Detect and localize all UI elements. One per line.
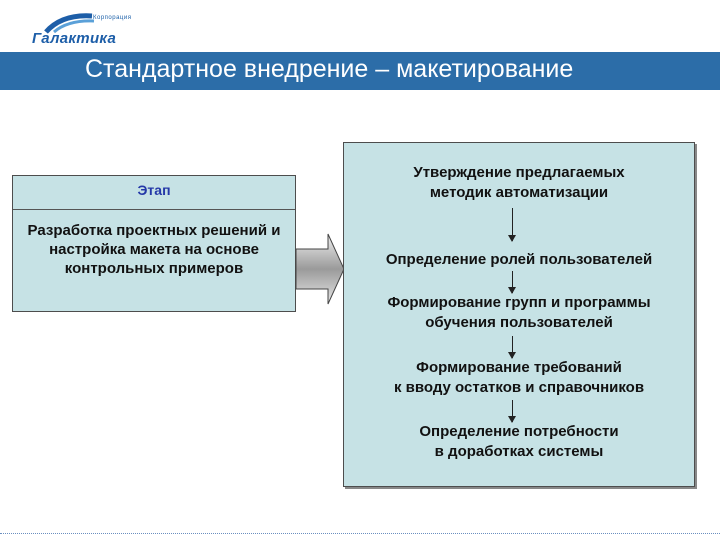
step-customization: Определение потребности в доработках системы [419,423,619,460]
logo-text: Галактика [32,30,117,47]
stage-divider [13,209,295,210]
right-arrow-icon [295,233,345,305]
step-user-roles: Определение ролей пользователей [385,251,653,268]
development-text: Разработка проектных решений и настройка макета на основе контрольных примеров [27,222,281,277]
stage-label: Этап [137,182,171,198]
step-balances: Формирование требований к вводу остатков и справочников [393,359,645,396]
down-arrow-icon [512,400,513,422]
step-training: Формирование групп и программы обучения пользователей [387,294,651,331]
logo-corporation-text: Корпорация [93,15,132,21]
slide-title: Стандартное внедрение – макетирование [85,55,574,83]
steps-box [343,142,695,487]
down-arrow-icon [512,208,513,241]
galaktika-logo [18,12,138,52]
footer-line [0,533,720,534]
stage-box [12,175,296,312]
down-arrow-icon [512,271,513,293]
step-approval: Утверждение предлагаемых методик автоматизации [413,164,625,201]
down-arrow-icon [512,336,513,358]
